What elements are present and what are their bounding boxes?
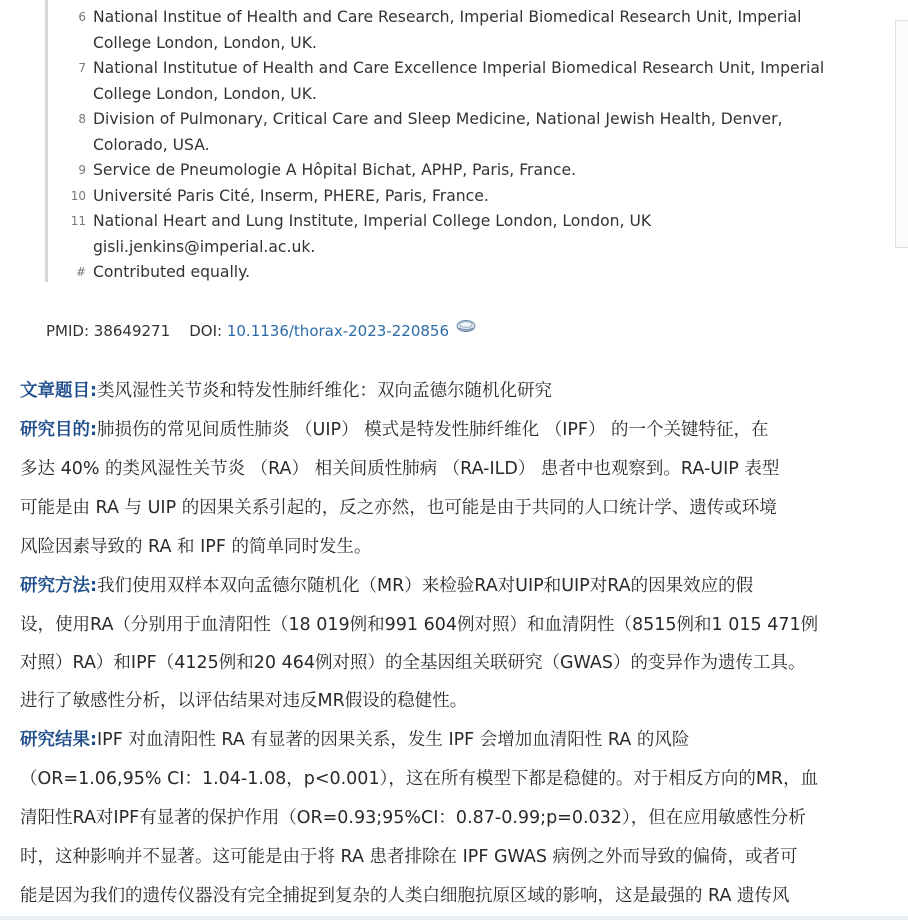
purpose-line	[20, 417, 850, 443]
affiliation-line: National Institutue of Health and Care Excellence Imperial Biomedical Research Unit, Imperial	[93, 59, 825, 77]
title-label: 文章题目:	[20, 381, 97, 401]
linkout-icon[interactable]	[456, 316, 476, 330]
results-line-text: 能是因为我们的遗传仪器没有完全捕捉到复杂的人类白细胞抗原区域的影响，这是最强的 RA 遗传风	[20, 886, 790, 906]
affiliation-number: 6	[78, 10, 86, 24]
purpose-line-text: 多达 40% 的类风湿性关节炎 （RA） 相关间质性肺病 （RA-ILD） 患者中也观察到。RA-UIP 表型	[20, 459, 780, 479]
affiliation-line: National Institue of Health and Care Research, Imperial Biomedical Research Unit, Imperial	[93, 8, 802, 26]
methods-label: 研究方法:	[20, 576, 97, 596]
affiliations-list	[45, 0, 848, 282]
affiliation-number: 9	[78, 163, 86, 177]
affiliation-line: National Heart and Lung Institute, Imperial College London, London, UK	[93, 212, 652, 230]
methods-line-text: 设，使用RA（分别用于血清阳性（18 019例和991 604例对照）和血清阴性（8515例和1 015 471例	[20, 615, 819, 635]
title-text: 类风湿性关节炎和特发性肺纤维化：双向孟德尔随机化研究	[97, 381, 552, 401]
summary-title	[20, 378, 850, 404]
purpose-line-text: 风险因素导致的 RA 和 IPF 的简单同时发生。	[20, 537, 372, 557]
results-line-text: 清阳性RA对IPF有显著的保护作用（OR=0.93;95%CI：0.87-0.99;p=0.032），但在应用敏感性分析	[20, 808, 806, 828]
methods-line-text: 对照）RA）和IPF（4125例和20 464例对照）的全基因组关联研究（GWAS）的变异作为遗传工具。	[20, 653, 806, 673]
side-panel-edge	[895, 20, 908, 248]
affiliation-line: Contributed equally.	[93, 263, 251, 281]
results-line-text: （OR=1.06,95% CI：1.04-1.08，p<0.001），这在所有模型下都是稳健的。对于相反方向的MR，血	[20, 769, 819, 789]
affiliation-line: Service de Pneumologie A Hôpital Bichat, APHP, Paris, France.	[93, 161, 577, 179]
doi-label: DOI:	[189, 322, 223, 340]
pmid: PMID: 38649271	[46, 322, 171, 340]
methods-line-text: 我们使用双样本双向孟德尔随机化（MR）来检验RA对UIP和UIP对RA的因果效应的假	[97, 576, 754, 596]
affiliation-number: 10	[70, 189, 86, 203]
affiliation-line: College London, London, UK.	[93, 33, 317, 52]
affiliation-number: 7	[78, 61, 86, 75]
methods-line-text: 进行了敏感性分析，以评估结果对违反MR假设的稳健性。	[20, 691, 468, 711]
results-line-text: 时，这种影响并不显著。这可能是由于将 RA 患者排除在 IPF GWAS 病例之外而导致的偏倚，或者可	[20, 847, 798, 867]
results-line-text: IPF 对血清阳性 RA 有显著的因果关系，发生 IPF 会增加血清阳性 RA 的风险	[97, 730, 690, 750]
affiliation-number: #	[75, 265, 86, 279]
affiliation-line: Université Paris Cité, Inserm, PHERE, Paris, France.	[93, 187, 489, 205]
affiliation-number: 11	[70, 214, 86, 228]
citation-line	[46, 316, 476, 343]
affiliation-line: Colorado, USA.	[93, 135, 210, 154]
purpose-label: 研究目的:	[20, 420, 97, 440]
results-label: 研究结果:	[20, 730, 97, 750]
purpose-line-text: 肺损伤的常见间质性肺炎 （UIP） 模式是特发性肺纤维化 （IPF） 的一个关键特征，在	[97, 420, 769, 440]
results-line	[20, 727, 850, 753]
affiliation-line: College London, London, UK.	[93, 84, 317, 103]
methods-line	[20, 573, 850, 599]
doi-link[interactable]: 10.1136/thorax-2023-220856	[226, 322, 449, 340]
affiliation-line: Division of Pulmonary, Critical Care and Sleep Medicine, National Jewish Health, Denver,	[93, 110, 783, 128]
bottom-border	[0, 916, 908, 920]
affiliation-email[interactable]: gisli.jenkins@imperial.ac.uk.	[93, 237, 316, 256]
purpose-line-text: 可能是由 RA 与 UIP 的因果关系引起的，反之亦然，也可能是由于共同的人口统计学、遗传或环境	[20, 498, 777, 518]
affiliation-number: 8	[78, 112, 86, 126]
